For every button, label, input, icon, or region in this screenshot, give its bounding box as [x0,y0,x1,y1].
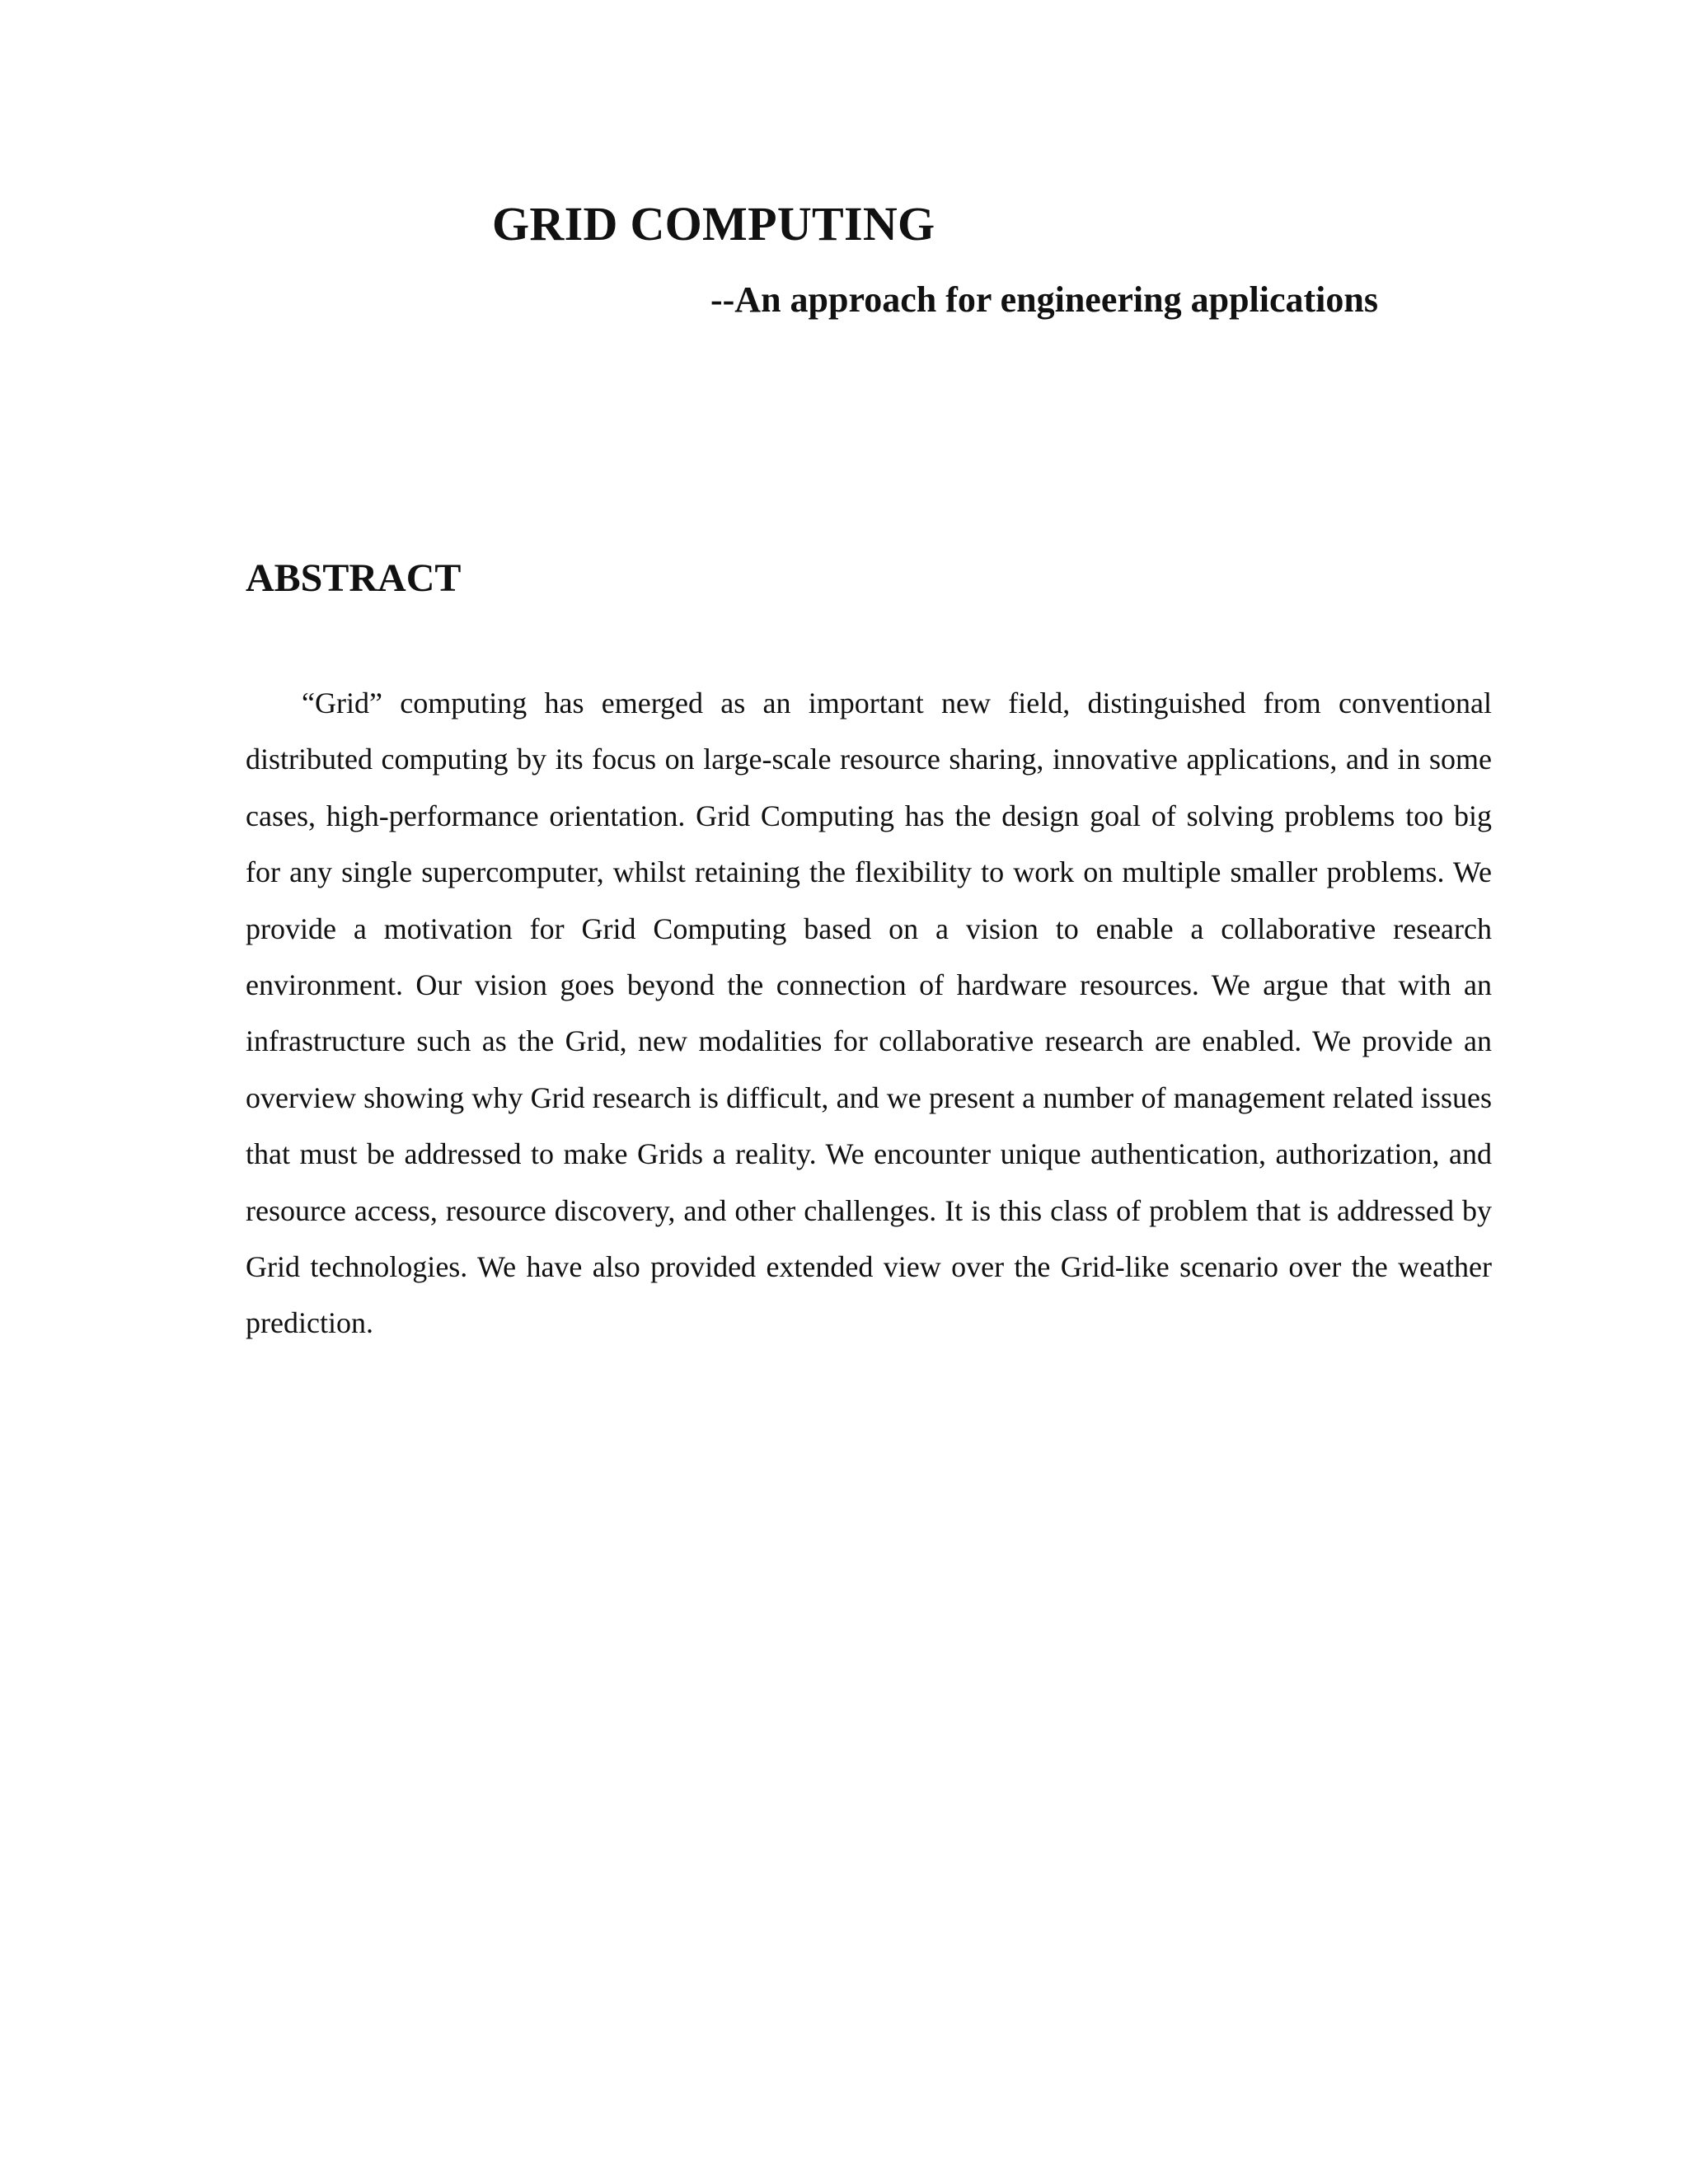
document-title: GRID COMPUTING [492,197,935,251]
abstract-heading: ABSTRACT [246,556,462,600]
document-subtitle: --An approach for engineering applications [710,279,1378,320]
abstract-paragraph: “Grid” computing has emerged as an important new field, distinguished from conventional distributed computing by its focus on large-scale resource sharing, innovative applications, and in some cases, high-performance orientation. Grid Computing has the design goal of solving problems too big for any single supercomputer, whilst retaining the flexibility to work on multiple smaller problems. We provide a motivation for Grid Computing based on a vision to enable a collaborative research environment. Our vision goes beyond the connection of hardware resources. We argue that with an infrastructure such as the Grid, new modalities for collaborative research are enabled. We provide an overview showing why Grid research is difficult, and we present a number of management related issues that must be addressed to make Grids a reality. We encounter unique authentication, authorization, and resource access, resource discovery, and other challenges. It is this class of problem that is addressed by Grid technologies. We have also provided extended view over the Grid-like scenario over the weather prediction. [246,687,1492,1340]
